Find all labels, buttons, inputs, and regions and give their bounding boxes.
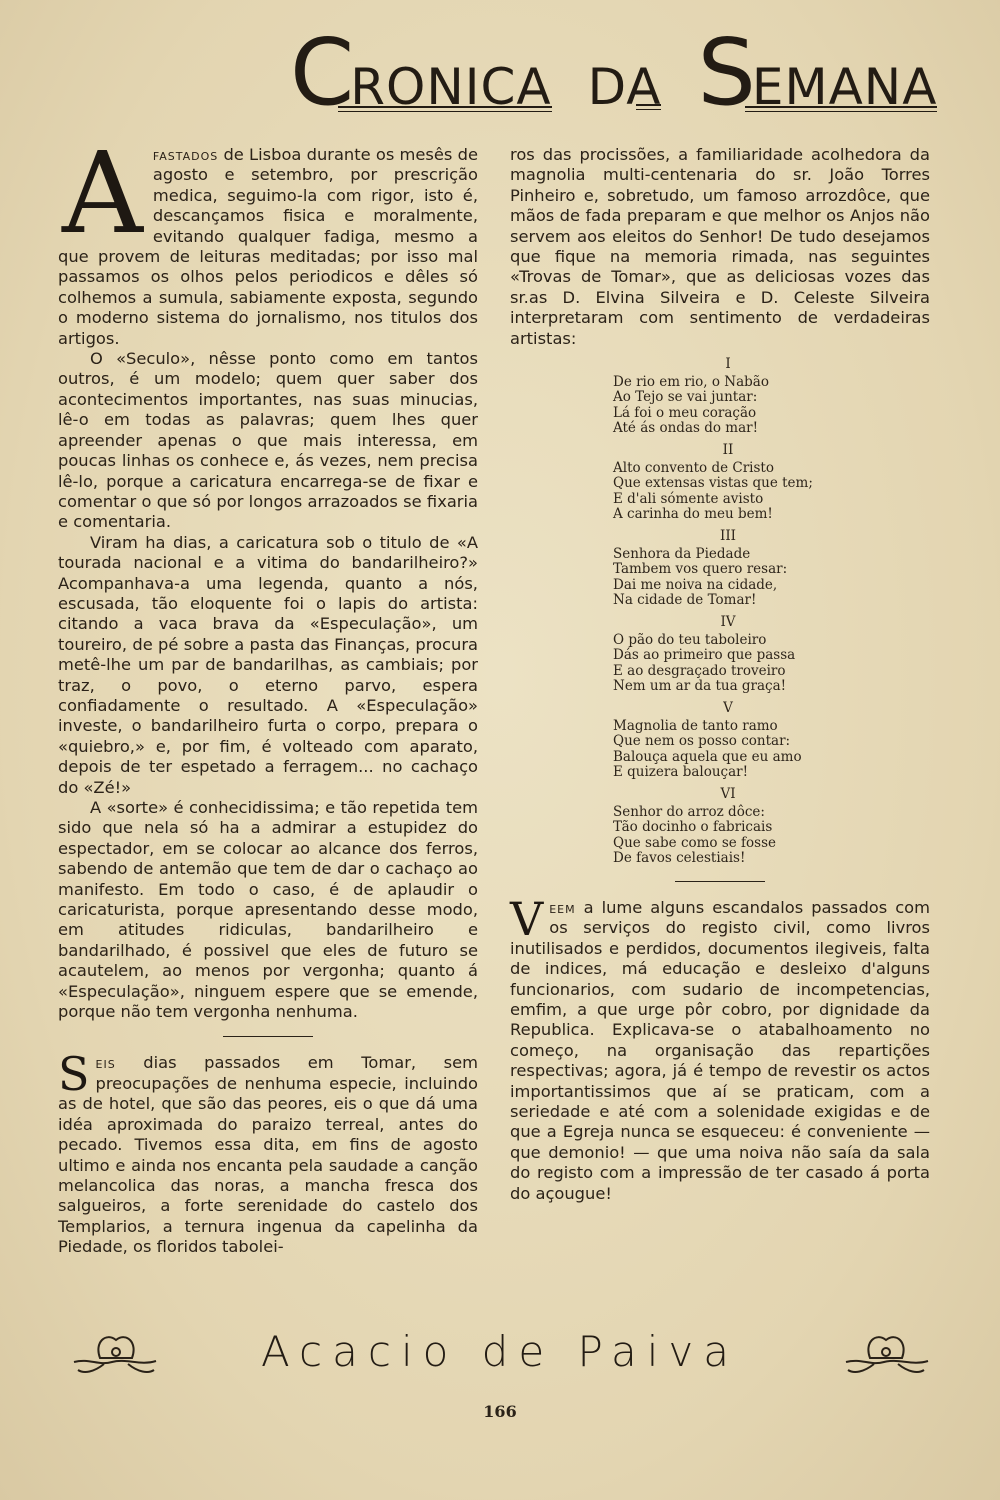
drop-cap: A — [62, 129, 143, 259]
paragraph-registo-civil: Veem a lume alguns escandalos passados com os serviços do registo civil, como livros inutilisados e perdidos, documentos ilegiveis, falta de indices, má educação e desleixo d'alguns funcionarios, com sudario de incompetencias, emfim, a que urge pôr cobro, por dignidade da Republica. Explicava-se o atabalhoamento no começo, na organisação das repartições respectivas; agora, já é tempo de revestir os actos importantissimos que aí se praticam, com a seriedade e até com a solenidade exigidas e de que a Egreja nunca se esqueceu: é conveniente — que demonio! — que uma noiva não saía da sala do registo com a impressão de ter casado á porta do açougue! — [510, 891, 930, 1203]
stanza-number: VI — [720, 785, 736, 802]
poem-line: Balouça aquela que eu amo — [613, 748, 802, 765]
page-title — [290, 19, 940, 126]
poem-line: Senhora da Piedade — [613, 545, 751, 562]
poem-line: Ao Tejo se vai juntar: — [613, 389, 758, 406]
poem-line: O pão do teu taboleiro — [613, 631, 767, 648]
poem-stanza — [613, 529, 843, 609]
title-word-cronica: CRONICA — [290, 19, 552, 126]
poem-stanza — [613, 787, 843, 867]
stanza-number: IV — [720, 613, 736, 630]
floral-ornament-icon — [70, 1328, 160, 1380]
poem-trovas-de-tomar — [613, 357, 843, 867]
poem-line: E ao desgraçado troveiro — [613, 662, 786, 679]
poem-line: Nem um ar da tua graça! — [613, 678, 787, 695]
section-divider — [675, 881, 765, 882]
poem-stanza — [613, 443, 843, 523]
floral-ornament-icon — [842, 1328, 932, 1380]
title-word-da: DA — [587, 58, 662, 116]
poem-stanza — [613, 615, 843, 695]
poem-line: Dai me noiva na cidade, — [613, 576, 778, 593]
stanza-number: I — [725, 356, 731, 373]
poem-line: Na cidade de Tomar! — [613, 592, 757, 609]
poem-line: Que extensas vistas que tem; — [613, 475, 813, 492]
poem-line: Que sabe como se fosse — [613, 834, 777, 851]
poem-line: Magnolia de tanto ramo — [613, 717, 778, 734]
poem-line: E quizera balouçar! — [613, 764, 749, 781]
paragraph-sorte: A «sorte» é conhecidissima; e tão repetida tem sido que nela só ha a admirar a estupidez do espectador, em se colocar ao alcance dos ferros, sabendo de antemão que tem de dar o cachaço ao manifesto. Em todo o caso, é de aplaudir o caricaturista, porque apresentando desse modo, em atitudes ridiculas, bandarilheiro e bandarilhado, é possivel que eles de futuro se acautelem, ao menos por vergonha; quanto á «Especulação», ninguem espere que se emende, porque não tem vergonha nenhuma. — [58, 798, 478, 1022]
poem-line: Lá foi o meu coração — [613, 404, 757, 421]
page-number: 166 — [483, 1402, 517, 1421]
right-column — [510, 145, 930, 1204]
poem-line: De favos celestiais! — [613, 850, 746, 867]
paragraph-procissoes: ros das procissões, a familiaridade acolhedora da magnolia multi-centenaria do sr. João Torres Pinheiro e, sobretudo, um famoso arrozdôce, que mãos de fada preparam e que melhor os Anjos não servem aos eleitos do Senhor! De tudo desejamos que fique na memoria rimada, nas seguintes «Trovas de Tomar», que as deliciosas vozes das sr.as D. Elvina Silveira e D. Celeste Silveira interpretaram com sentimento de verdadeiras artistas: — [510, 145, 930, 348]
stanza-number: III — [720, 528, 736, 544]
poem-line: E d'ali sómente avisto — [613, 490, 764, 507]
poem-line: Senhor do arroz dôce: — [613, 803, 765, 820]
stanza-number: II — [722, 442, 734, 459]
drop-cap: S — [58, 1047, 90, 1102]
paragraph-caricatura: Viram ha dias, a caricatura sob o titulo de «A tourada nacional e a vitima do bandarilheiro?» Acompanhava-a uma legenda, quanto a nós, escusada, tão eloquente foi o lapis do artista: citando a vaca brava da «Especulação», um toureiro, de pé sobre a pasta das Finanças, procura metê-lhe um par de bandarilhas, as cambiais; por traz, o povo, o eterno parvo, espera confiadamente o resultado. A «Especulação» investe, o bandarilheiro furta o corpo, prepara o «quiebro,» e, por fim, é volteado com aparato, depois de ter espetado a ferragem... no cachaço do «Zé!» — [58, 532, 478, 797]
poem-line: Tambem vos quero resar: — [613, 561, 788, 578]
drop-cap: V — [510, 891, 544, 946]
paragraph-seculo: O «Seculo», nêsse ponto como em tantos outros, é um modelo; quem quer saber dos acontecimentos importantes, nas suas minucias, lê-o em todas as palavras; quem lhes quer apreender apenas o que mais interessa, em poucas linhas os conhece e, ás vezes, nem precisa lê-lo, porque a caricatura encarrega-se de fixar e comentar o que só por longos arrazoados se fixaria e comentaria. — [58, 349, 478, 532]
poem-line: A carinha do meu bem! — [613, 506, 773, 523]
poem-line: Até ás ondas do mar! — [613, 420, 759, 437]
poem-stanza — [613, 357, 843, 437]
title-word-semana: SEMANA — [697, 19, 938, 126]
author-signature: Acacio de Paiva — [261, 1327, 739, 1376]
poem-line: Tão docinho o fabricais — [613, 819, 773, 836]
poem-stanza — [613, 701, 843, 781]
stanza-number: V — [723, 699, 733, 716]
poem-line: Que nem os posso contar: — [613, 733, 791, 750]
poem-line: De rio em rio, o Nabão — [613, 373, 769, 390]
poem-line: Dás ao primeiro que passa — [613, 647, 796, 664]
paragraph-lisboa: Afastados de Lisboa durante os mesês de agosto e setembro, por prescrição medica, seguimo-la com rigor, isto é, descançamos fisica e moralmente, evitando qualquer fadiga, mesmo a que provem de leituras meditadas; por isso mal passamos os olhos pelos periodicos e dêles só colhemos a sumula, sabiamente exposta, segundo o moderno sistema do jornalismo, nos titulos dos artigos. — [58, 129, 478, 348]
poem-line: Alto convento de Cristo — [613, 459, 774, 476]
section-divider — [223, 1036, 313, 1037]
left-column — [58, 129, 478, 1258]
paragraph-tomar: Seis dias passados em Tomar, sem preocupações de nenhuma especie, incluindo as de hotel, que são das peores, eis o que dá uma idéa aproximada do paraizo terreal, antes do pecado. Tivemos essa dita, em fins de agosto ultimo e ainda nos encanta pela saudade a canção melancolica das noras, a mancha fresca dos salgueiros, a forte serenidade do castelo dos Templarios, a ternura ingenua da capelinha da Piedade, os floridos tabolei- — [58, 1047, 478, 1257]
